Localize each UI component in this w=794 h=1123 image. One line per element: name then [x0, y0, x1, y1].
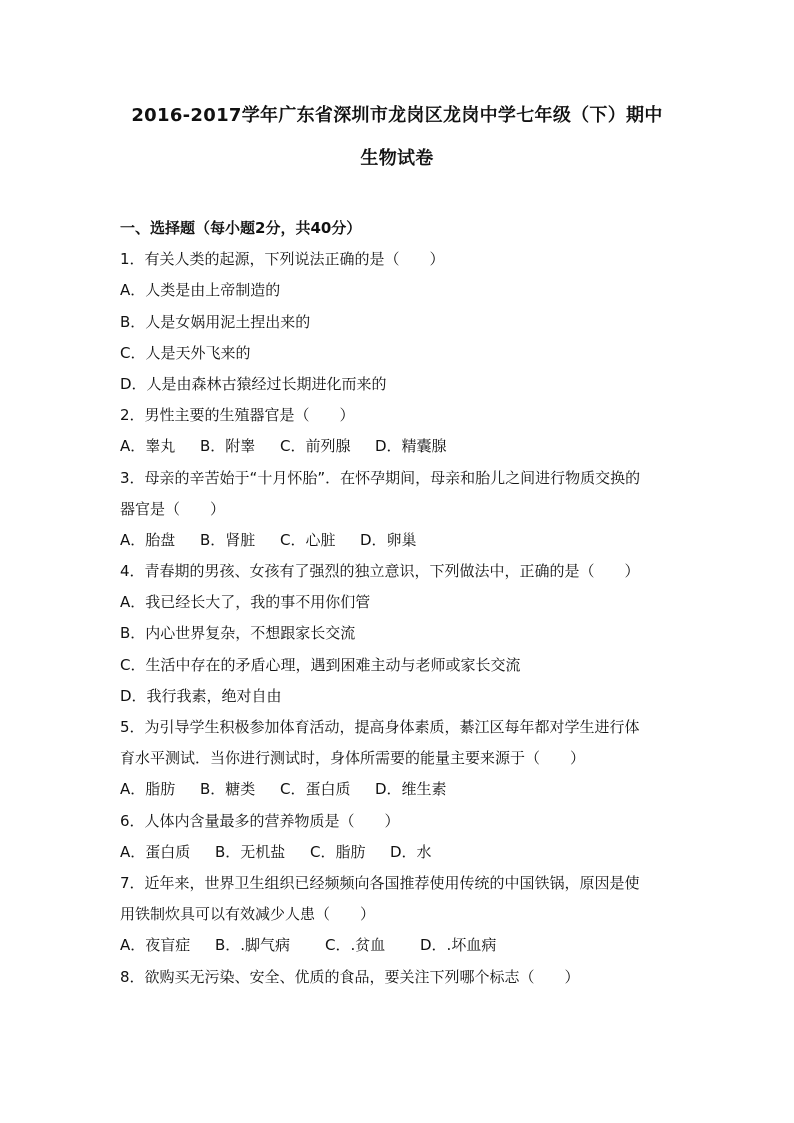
answer-option: D．人是由森林古猿经过长期进化而来的 [120, 374, 387, 393]
answer-option: C．心脏 [280, 530, 336, 549]
question-stem: 3．母亲的辛苦始于“十月怀胎”．在怀孕期间，母亲和胎儿之间进行物质交换的 [120, 468, 641, 487]
question-stem: 7．近年来，世界卫生组织已经频频向各国推荐使用传统的中国铁锅，原因是使 [120, 873, 640, 892]
answer-option: C．生活中存在的矛盾心理，遇到困难主动与老师或家长交流 [120, 655, 521, 674]
answer-option: D．精囊腺 [375, 437, 447, 456]
question-stem: 育水平测试．当你进行测试时，身体所需要的能量主要来源于（ ） [120, 749, 586, 768]
exam-title-line-1: 2016-2017学年广东省深圳市龙岗区龙岗中学七年级（下）期中 [131, 105, 663, 126]
answer-option: C．前列腺 [280, 437, 351, 456]
answer-option: D．卵巢 [360, 530, 417, 549]
answer-option: B．肾脏 [200, 530, 256, 549]
answer-option: D．我行我素，绝对自由 [120, 686, 282, 705]
answer-option: A．脂肪 [120, 780, 176, 799]
section-heading: 一、选择题（每小题2分，共40分） [120, 219, 362, 237]
question-list [120, 213, 680, 993]
answer-option: D．水 [390, 842, 432, 861]
answer-option: C．人是天外飞来的 [120, 343, 251, 362]
option-row [120, 774, 680, 805]
question-stem: 用铁制炊具可以有效减少人患（ ） [120, 905, 376, 924]
answer-option: B．人是女娲用泥土捏出来的 [120, 312, 311, 331]
option-row [120, 930, 680, 961]
answer-option: B．无机盐 [215, 842, 286, 861]
answer-option: B．.脚气病 [215, 936, 291, 955]
option-row [120, 525, 680, 556]
answer-option: D．维生素 [375, 780, 447, 799]
question-stem: 器官是（ ） [120, 499, 226, 518]
answer-option: C．.贫血 [325, 936, 386, 955]
answer-option: B．糖类 [200, 780, 256, 799]
answer-option: B．附睾 [200, 437, 256, 456]
option-row [120, 431, 680, 462]
answer-option: D．.坏血病 [420, 936, 497, 955]
option-row [120, 837, 680, 868]
question-stem: 8．欲购买无污染、安全、优质的食品，要关注下列哪个标志（ ） [120, 967, 580, 986]
answer-option: A．我已经长大了，我的事不用你们管 [120, 593, 371, 612]
question-stem: 1．有关人类的起源，下列说法正确的是（ ） [120, 250, 445, 269]
question-stem: 6．人体内含量最多的营养物质是（ ） [120, 811, 400, 830]
answer-option: C．脂肪 [310, 842, 366, 861]
question-stem: 2．男性主要的生殖器官是（ ） [120, 406, 355, 425]
answer-option: A．睾丸 [120, 437, 176, 456]
answer-option: A．人类是由上帝制造的 [120, 281, 281, 300]
exam-title-line-2: 生物试卷 [360, 148, 434, 169]
answer-option: C．蛋白质 [280, 780, 351, 799]
answer-option: A．蛋白质 [120, 842, 191, 861]
answer-option: B．内心世界复杂，不想跟家长交流 [120, 624, 356, 643]
answer-option: A．胎盘 [120, 530, 176, 549]
answer-option: A．夜盲症 [120, 936, 191, 955]
question-stem: 4．青春期的男孩、女孩有了强烈的独立意识，下列做法中，正确的是（ ） [120, 562, 640, 581]
question-stem: 5．为引导学生积极参加体育活动，提高身体素质，綦江区每年都对学生进行体 [120, 718, 640, 736]
